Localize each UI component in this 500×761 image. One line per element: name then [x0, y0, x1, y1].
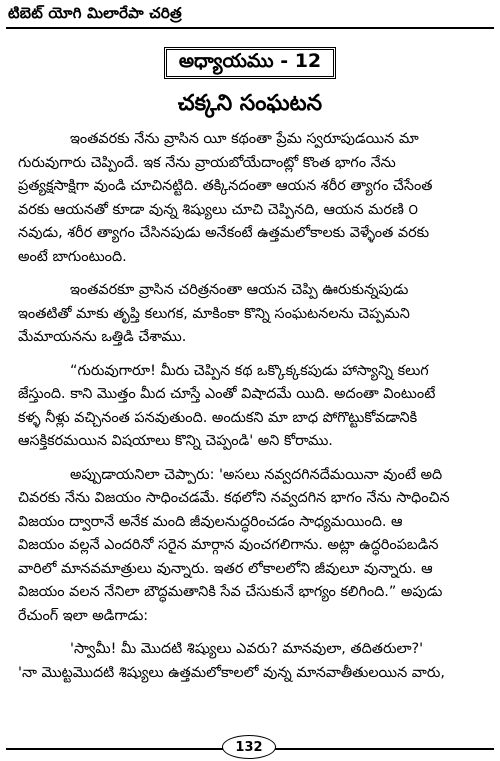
text-line: ఇంతవరకు నేను వ్రాసిన యీ కథంతా ప్రేమ స్వరూపుడయిన మా [70, 131, 419, 147]
paragraph-gap [18, 350, 486, 360]
text-line: అప్పుడాయనిలా చెప్పారు: 'అసలు నవ్వదగినదేమయినా వుంటే అది [70, 466, 443, 483]
text-line: విజయం ద్వారానే అనేక మంది జీవులనుద్ధరించడం సాధ్యమయింది. ఆ [18, 513, 403, 530]
page-number-badge [222, 735, 276, 759]
text-line: నవుడు, శరీర త్యాగం చేసినపుడు అనేకంటే ఉత్తమలోకాలకు వెళ్ళేంత వరకు [18, 225, 430, 241]
body-text [18, 128, 486, 685]
text-line: ప్రత్యక్షసాక్షిగా వుండి చూచినట్టిది. తక్కినదంతా ఆయన శరీర త్యాగం చేసేంత [18, 178, 433, 194]
text-line: వరకు ఆయనతో కూడా వున్న శిష్యులు చూచి చెప్పినది, ఆయన మరణి ౦ [18, 201, 419, 218]
text-line: 'నా మొట్టమొదటి శిష్యులు ఉత్తమలోకాలలో వున్న మానవాతీతులయిన వారు, [18, 664, 445, 681]
text-line: ఆసక్తికరమయిన విషయాలు కొన్ని చెప్పండి' అని కోరాము. [18, 433, 333, 449]
paragraph-gap [18, 628, 486, 638]
paragraph-gap [18, 269, 486, 279]
text-line: విజయం వలన నేనిలా బౌద్ధమతానికి సేవ చేసుకునే భాగ్యం కలిగింది.” అపుడు [18, 584, 443, 600]
chapter-title: చక్కని సంఘటన [177, 91, 323, 116]
chapter-label-box [164, 47, 336, 79]
text-line: 'స్వామీ! మీ మొదటి శిష్యులు ఎవరు? మానవులా, తదితరులా?' [70, 641, 424, 657]
chapter-label: అధ్యాయము - 12 [178, 49, 322, 72]
text-line: “గురువుగారూ! మీరు చెప్పిన కథ ఒక్కొక్కకపుడు హాస్యాన్ని కలుగ [70, 362, 429, 379]
text-line: చివరకు నేను విజయం సాధించడమే. కథలోని నవ్వదగిన భాగం నేను సాధించిన [18, 490, 450, 506]
text-line: మేమాయనను ఒత్తిడి చేశాము. [18, 329, 187, 345]
text-line: ఇంతవరకూ వ్రాసిన చరిత్రనంతా ఆయన చెప్పి ఊరుకున్నపుడు [70, 282, 409, 298]
page-number: 132 [235, 739, 263, 755]
text-line: వారిలో మానవమాత్రులు వున్నారు. ఇతర లోకాలలోని జీవులూ వున్నారు. ఆ [18, 560, 433, 577]
running-head: టిబెట్ యోగి మిలారేపా చరిత్ర [8, 4, 182, 22]
text-line: జేస్తుంది. కాని మొత్తం మీద చూస్తే ఎంతో విషాదమే యిది. అదంతా వింటుంటే [18, 386, 436, 402]
text-line: కళ్ళ నీళ్లు వచ్చినంత పనవుతుంది. అందుకని మా బాధ పోగొట్టుకోవడానికి [18, 409, 418, 426]
text-line: గురువుగారు చెప్పిందే. ఇక నేను వ్రాయబోయేదాంట్లో కొంత భాగం నేను [18, 154, 396, 171]
text-line: విజయం వల్లనే ఎందరినో సరైన మార్గాన వుంచగలిగాను. అట్లా ఉద్ధరింపబడిన [18, 537, 439, 553]
paragraph-gap [18, 454, 486, 464]
header-rule [6, 27, 494, 29]
text-line: అంటే బాగుంటుంది. [18, 248, 127, 265]
text-line: రేచుంగ్ ఇలా అడిగాడు: [18, 607, 149, 624]
text-line: ఇంతటితో మాకు తృప్తి కలుగక, మాకింకా కొన్ని సంఘటనలను చెప్పమని [18, 305, 410, 322]
